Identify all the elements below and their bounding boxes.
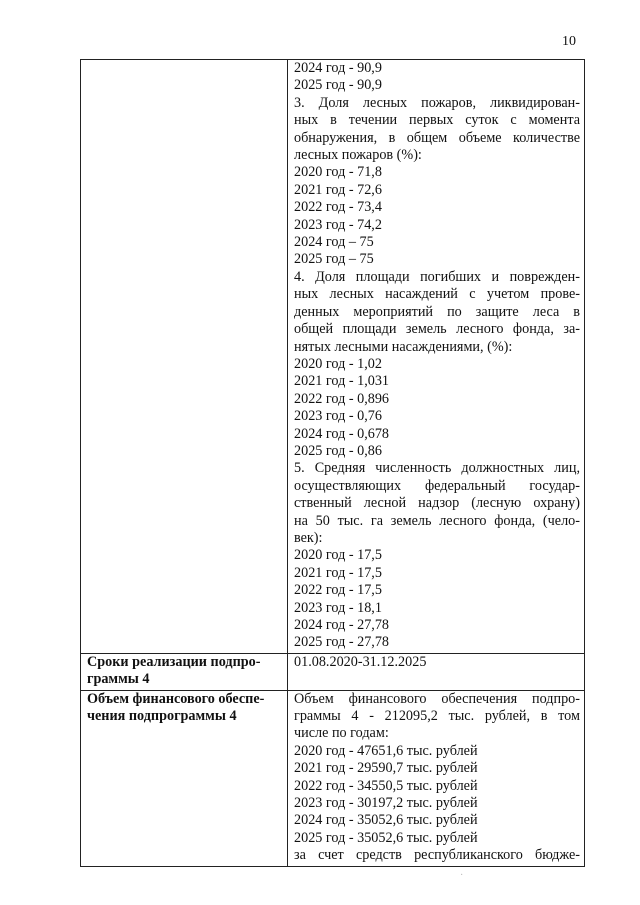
- text-line: 5. Средняя численность должностных лиц,: [294, 460, 580, 477]
- text-line: денных мероприятий по защите леса в: [294, 303, 580, 320]
- text-line: 4. Доля площади погибших и поврежден-: [294, 268, 580, 285]
- finance-label-cell: [81, 690, 288, 866]
- indicators-text: [294, 60, 580, 652]
- label-cell-empty: [81, 60, 288, 654]
- scan-mark: ·: [460, 870, 464, 881]
- text-line: 2022 год - 73,4: [294, 199, 382, 216]
- text-line: чения подпрограммы 4: [87, 708, 237, 725]
- text-line: числе по годам:: [294, 725, 389, 742]
- text-line: 2025 год - 90,9: [294, 77, 382, 94]
- text-line: ных лесных насаждений с учетом прове-: [294, 286, 580, 303]
- text-line: 2025 год - 27,78: [294, 634, 390, 651]
- text-line: общей площади земель лесного фонда, за-: [294, 321, 580, 338]
- text-line: 2024 год - 27,78: [294, 617, 390, 633]
- text-line: 2024 год – 75: [294, 234, 374, 251]
- text-line: граммы 4: [87, 671, 150, 688]
- text-line: 3. Доля лесных пожаров, ликвидирован-: [294, 94, 580, 111]
- text-line: 2021 год - 29590,7 тыс. рублей: [294, 760, 478, 777]
- text-line: ных в течении первых суток с момента: [294, 112, 580, 129]
- text-line: 2020 год - 1,02: [294, 355, 382, 372]
- text-line: 2020 год - 17,5: [294, 547, 382, 564]
- text-line: 2021 год - 72,6: [294, 181, 382, 198]
- finance-value-cell: [288, 690, 585, 866]
- indicators-cell: [288, 60, 585, 654]
- terms-label: [87, 654, 283, 689]
- text-line: за счет средств республиканского бюдже-: [294, 847, 580, 864]
- text-line: граммы 4 - 212095,2 тыс. рублей, в том: [294, 708, 580, 725]
- text-line: обнаружения, в общем объеме количестве: [294, 129, 580, 146]
- text-line: 2023 год - 74,2: [294, 216, 382, 233]
- text-line: 2022 год - 34550,5 тыс. рублей: [294, 777, 478, 794]
- table-row: [81, 60, 585, 654]
- text-line: 2022 год - 17,5: [294, 582, 382, 599]
- terms-value: [294, 654, 580, 671]
- finance-text: [294, 691, 580, 865]
- terms-value-cell: [288, 653, 585, 690]
- finance-label: [87, 691, 283, 726]
- text-line: 2024 год - 0,678: [294, 425, 390, 442]
- table-row: [81, 690, 585, 866]
- text-line: 2021 год - 17,5: [294, 564, 382, 581]
- table-row: [81, 653, 585, 690]
- text-line: 2021 год - 1,031: [294, 373, 390, 390]
- text-line: 2020 год - 71,8: [294, 164, 382, 181]
- terms-label-cell: [81, 653, 288, 690]
- text-line: 2025 год – 75: [294, 251, 374, 268]
- text-line: Сроки реализации подпро-: [87, 653, 261, 670]
- text-line: 2020 год - 47651,6 тыс. рублей: [294, 742, 478, 759]
- text-line: ственный лесной надзор (лесную охрану): [294, 495, 580, 512]
- text-line: 2023 год - 18,1: [294, 599, 382, 616]
- text-line: лесных пожаров (%):: [294, 147, 422, 164]
- text-line: век):: [294, 529, 323, 546]
- text-line: 2025 год - 35052,6 тыс. рублей: [294, 829, 478, 846]
- text-line: 2023 год - 30197,2 тыс. рублей: [294, 795, 478, 812]
- text-line: на 50 тыс. га земель лесного фонда, (чело-: [294, 512, 580, 529]
- text-line: Объем финансового обеспечения подпро-: [294, 690, 580, 707]
- text-line: осуществляющих федеральный государ-: [294, 477, 580, 494]
- text-line: нятых лесными насаждениями, (%):: [294, 338, 513, 355]
- text-line: 2024 год - 90,9: [294, 60, 382, 76]
- text-line: 01.08.2020-31.12.2025: [294, 653, 427, 670]
- text-line: 2023 год - 0,76: [294, 408, 382, 425]
- text-line: 2024 год - 35052,6 тыс. рублей: [294, 812, 478, 829]
- text-line: 2022 год - 0,896: [294, 390, 390, 407]
- passport-table: [80, 59, 585, 867]
- text-line: Объем финансового обеспе-: [87, 690, 265, 707]
- page-number: 10: [562, 34, 576, 49]
- text-line: 2025 год - 0,86: [294, 442, 382, 459]
